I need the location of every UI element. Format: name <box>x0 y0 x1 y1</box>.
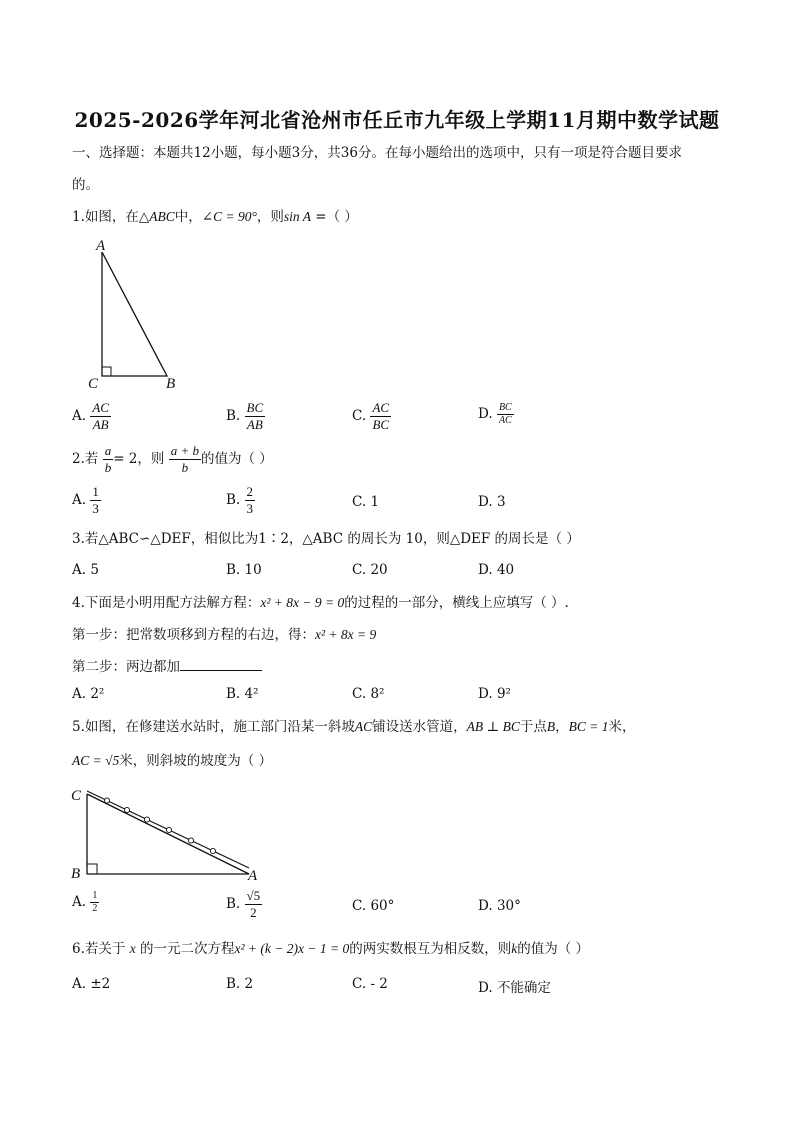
label-c: C <box>88 376 99 392</box>
option-text: 20 <box>370 562 388 578</box>
fraction <box>245 484 256 517</box>
q6-text-b: 的一元二次方程 <box>139 941 235 957</box>
option-label: A. <box>72 408 87 424</box>
q3-option-d[interactable] <box>478 562 514 578</box>
q6-option-a[interactable] <box>72 976 110 992</box>
option-text: ±2 <box>90 976 111 992</box>
option-label: C. <box>352 562 367 578</box>
page-title: 2025-2026学年河北省沧州市任丘市九年级上学期11月期中数学试题 <box>74 108 720 132</box>
question-3-stem: 3.若△ABC∽△DEF，相似比为1∶2，△ABC 的周长为 10，则△DEF 的周长是（ ） <box>72 531 580 547</box>
q4-option-a[interactable] <box>72 686 104 702</box>
option-label: D. <box>478 494 493 510</box>
q2-option-b[interactable] <box>226 484 255 517</box>
option-text: 60° <box>370 898 395 914</box>
option-label: B. <box>226 896 241 912</box>
q4-option-c[interactable] <box>352 686 384 702</box>
fraction-aplusb-over-b <box>169 443 201 476</box>
option-text: 5 <box>90 562 99 578</box>
numerator: AC <box>372 400 390 415</box>
q4-step2-text: 第二步：两边都加 <box>72 659 180 675</box>
option-label: B. <box>226 686 241 702</box>
q1-mid: 中， <box>174 209 202 225</box>
option-text: 3 <box>496 494 506 510</box>
q2-option-d[interactable] <box>478 494 506 510</box>
q2-equals: = 2 <box>113 451 138 467</box>
q5-text-c: 于点 <box>519 719 547 735</box>
option-label: B. <box>226 976 241 992</box>
numerator: 2 <box>246 484 254 499</box>
label-a: A <box>248 868 258 884</box>
q6-option-c[interactable] <box>352 976 388 992</box>
q5-slope-figure <box>66 784 266 884</box>
denominator: b <box>181 460 189 475</box>
numerator: a <box>104 443 112 458</box>
question-4-stem <box>72 594 569 612</box>
q4-step1-equation: x² + 8x = 9 <box>315 627 377 642</box>
q1-suffix: =（ ） <box>311 209 358 225</box>
option-text: 1 <box>370 494 380 510</box>
q5-ac-value: AC = √5 <box>72 753 120 768</box>
right-angle-mark <box>102 367 111 376</box>
option-label: B. <box>226 562 241 578</box>
denominator: 2 <box>250 905 257 920</box>
fraction <box>245 888 263 921</box>
option-text: 4² <box>244 686 259 702</box>
denominator: b <box>104 460 112 475</box>
denominator: AC <box>498 415 512 426</box>
denominator: BC <box>372 417 390 432</box>
q5-point-b: B <box>546 719 556 734</box>
q6-text-c: 的两实数根互为相反数，则 <box>349 941 512 957</box>
q5-text-f: 米，则斜坡的坡度为（ ） <box>119 753 273 769</box>
q2-option-c[interactable] <box>352 494 379 510</box>
q5-text-a: 5.如图，在修建送水站时，施工部门沿某一斜坡 <box>72 719 355 735</box>
numerator: BC <box>498 402 512 413</box>
question-1-stem <box>72 208 358 226</box>
q4-option-b[interactable] <box>226 686 259 702</box>
numerator: BC <box>246 400 264 415</box>
q5-option-c[interactable] <box>352 898 394 914</box>
option-label: A. <box>72 492 87 508</box>
q1-triangle: △ABC <box>138 209 175 224</box>
q5-bc: BC = 1 <box>568 719 609 734</box>
question-6-stem <box>72 940 589 958</box>
q3-option-c[interactable] <box>352 562 388 578</box>
option-label: B. <box>226 408 241 424</box>
fraction <box>90 400 111 433</box>
option-text: 不能确定 <box>496 980 551 996</box>
q5-option-d[interactable] <box>478 898 521 914</box>
fraction <box>90 484 101 517</box>
q6-option-d[interactable] <box>478 976 551 996</box>
q1-triangle-figure <box>84 236 184 392</box>
q5-option-a[interactable] <box>72 890 99 915</box>
option-label: A. <box>72 686 87 702</box>
option-label: D. <box>478 686 493 702</box>
option-text: 30° <box>496 898 521 914</box>
option-label: C. <box>352 898 367 914</box>
label-a: A <box>96 238 106 254</box>
q1-option-a[interactable] <box>72 400 111 433</box>
q1-option-d[interactable] <box>478 402 514 427</box>
q5-text-b: 铺设送水管道， <box>372 719 467 735</box>
option-label: C. <box>352 408 367 424</box>
q1-option-c[interactable] <box>352 400 391 433</box>
section-instruction-line1: 一、选择题：本题共12小题，每小题3分，共36分。在每小题给出的选项中，只有一项是符合题目要求 <box>72 145 682 161</box>
q3-option-a[interactable] <box>72 562 99 578</box>
q1-mid2: ，则 <box>256 209 284 225</box>
q2-mid: ，则 <box>137 451 165 467</box>
right-angle-mark <box>87 864 97 874</box>
option-text: 40 <box>496 562 515 578</box>
question-5-stem-line1 <box>72 718 635 736</box>
triangle-abc <box>102 252 167 376</box>
numerator: √5 <box>246 888 261 903</box>
option-text: 9² <box>496 686 511 702</box>
q2-prefix: 2.若 <box>72 451 99 467</box>
q6-text-d: 的值为（ ） <box>517 941 589 957</box>
label-b: B <box>71 866 81 882</box>
section-instruction-line2: 的。 <box>72 177 99 193</box>
q5-option-b[interactable] <box>226 888 262 921</box>
q5-text-e: 米， <box>608 719 636 735</box>
fraction <box>245 400 266 433</box>
option-label: C. <box>352 494 367 510</box>
answer-blank[interactable] <box>180 656 262 671</box>
q4-step1-text: 第一步：把常数项移到方程的右边，得： <box>72 627 315 643</box>
q2-option-a[interactable] <box>72 484 101 517</box>
option-label: B. <box>226 492 241 508</box>
option-label: A. <box>72 562 87 578</box>
numerator: a + b <box>170 443 199 458</box>
fraction <box>497 402 514 427</box>
fraction-a-over-b <box>103 443 114 476</box>
label-c: C <box>71 788 82 804</box>
option-label: D. <box>478 562 493 578</box>
q4-equation: x² + 8x − 9 = 0 <box>260 595 345 610</box>
q5-perp: AB ⊥ BC <box>466 719 520 734</box>
option-text: 2² <box>90 686 105 702</box>
option-label: A. <box>72 976 87 992</box>
question-5-stem-line2 <box>72 752 272 770</box>
option-text: 10 <box>244 562 262 578</box>
q4-text-b: 的过程的一部分，横线上应填写（ ）. <box>344 595 569 611</box>
q1-ask: sin A <box>283 209 311 224</box>
q4-step-2 <box>72 656 262 676</box>
denominator: 2 <box>92 903 98 914</box>
q5-ac: AC <box>354 719 373 734</box>
q6-equation: x² + (k − 2)x − 1 = 0 <box>234 941 350 956</box>
option-text: - 2 <box>370 976 388 992</box>
q2-suffix: 的值为（ ） <box>200 451 273 467</box>
q6-option-b[interactable] <box>226 976 253 992</box>
numerator: 1 <box>92 484 99 499</box>
segment-ca <box>87 794 249 874</box>
denominator: 3 <box>246 501 254 516</box>
denominator: AB <box>92 417 109 432</box>
numerator: AC <box>92 400 109 415</box>
question-2-stem <box>72 443 273 476</box>
q1-condition: ∠C = 90° <box>201 209 257 224</box>
option-label: D. <box>478 980 493 996</box>
option-label: C. <box>352 686 367 702</box>
option-text: 8² <box>370 686 385 702</box>
option-label: D. <box>478 406 493 422</box>
q6-variable-k: k <box>511 941 518 956</box>
fraction <box>90 890 99 915</box>
label-b: B <box>166 376 176 392</box>
numerator: 1 <box>92 890 98 901</box>
q1-prefix: 1.如图，在 <box>72 209 139 225</box>
q6-text-a: 6.若关于 <box>72 941 126 957</box>
q6-variable-x: x <box>129 941 136 956</box>
q4-text-a: 4.下面是小明用配方法解方程： <box>72 595 261 611</box>
q4-step-1 <box>72 626 376 644</box>
q3-option-b[interactable] <box>226 562 262 578</box>
option-text: 2 <box>244 976 254 992</box>
option-label: C. <box>352 976 367 992</box>
q5-text-d: ， <box>555 719 569 735</box>
q1-option-b[interactable] <box>226 400 265 433</box>
denominator: 3 <box>92 501 99 516</box>
denominator: AB <box>246 417 263 432</box>
q4-option-d[interactable] <box>478 686 511 702</box>
option-label: A. <box>72 894 87 910</box>
fraction <box>370 400 391 433</box>
option-label: D. <box>478 898 493 914</box>
